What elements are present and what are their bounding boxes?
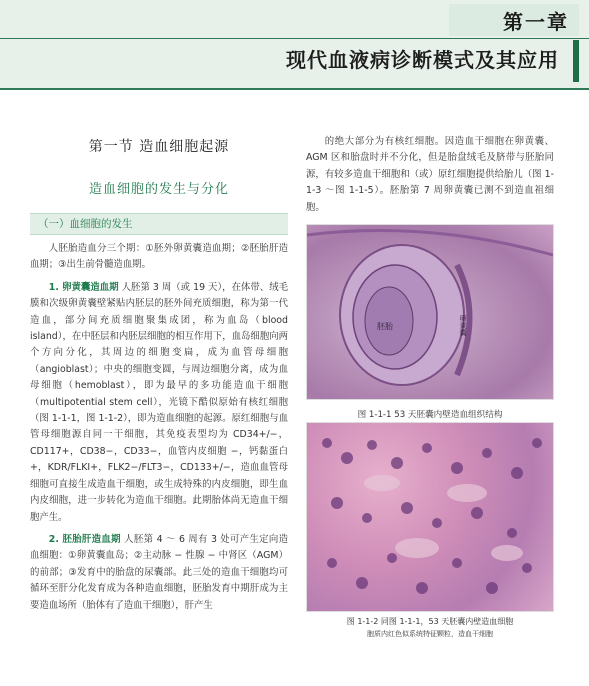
figure-1-1-2-image — [306, 422, 554, 612]
paragraph-3-body: 人胚第 4 ～ 6 周有 3 处可产生定向造血细胞：①卵黄囊血岛；②主动脉 − 性腺 − 中肾区（AGM）的前部；③发育中的胎盘的尿囊部。此三处的造血干细胞均可循环至肝分化发育成为各种造血细胞，胚胎发育中期肝成为主要造血场所（胎体有了造血干细胞），肝产生 — [30, 533, 288, 611]
paragraph-2-body: 人胚第 3 周（或 19 天），在体带、绒毛膜和次级卵黄囊壁紧贴内胚层的胚外间充质细胞，称为第一代造血，部分间充质细胞聚集成团，称为血岛（blood island），在中胚层和内胚层细胞的相互作用下，血岛细胞向两个方向分化，其周边的细胞变扁，成为血管母细胞（angioblast）；中央的细胞变圆，与周边细胞分离，成为血母细胞（hemoblast），即为最早的多功能造血干细胞（multipotential stem cell），光镜下酷似原始有核红细胞（图 1-1-1，图 1-1-2），即为造血细胞的起源。原红细胞与血管母细胞源自同一干细胞，其免疫表型均为 CD34+/−，CD117+，CD38−，CD33−，血管内皮细胞 −，钙黏蛋白 +，KDR/FLKI+，FLK2−/FLT3−，CD133+/−，造血血管母细胞可直接生成造血干细胞，或生成特殊的内皮细胞，即生血内皮细胞，进一步转化为造血干细胞。此期胎体尚无造血干细胞产生。 — [30, 281, 288, 523]
chapter-header — [0, 0, 589, 90]
paragraph-3-heading: 2. 胚胎肝造血期 — [48, 533, 121, 545]
right-column — [306, 134, 554, 639]
section-title: 第一节 造血细胞起源 — [88, 139, 230, 155]
paragraph-2 — [30, 280, 288, 526]
paragraph-right-1: 的绝大部分为有核红细胞。因造血干细胞在卵黄囊、AGM 区和胎盘时并不分化，但是胎盘绒毛及脐带与胚胎同源，有较多造血干细胞和（或）原红细胞提供给胎儿（图 1-1-3 ～图 1-1-5）。胚胎第 7 周卵黄囊已测不到造血祖细胞。 — [306, 136, 554, 213]
left-column — [30, 130, 288, 614]
label-embryo: 胚胎 — [377, 322, 393, 332]
header-rule-top — [0, 38, 589, 39]
paragraph-1: 人胚胎造血分三个期：①胚外卵黄囊造血期；②胚胎肝造血期；③出生前骨髓造血期。 — [30, 243, 288, 271]
figure-1-1-2-caption: 图 1-1-2 同图 1-1-1，53 天胚囊内壁造血细胞 — [346, 617, 514, 627]
chapter-label: 第一章 — [449, 4, 579, 36]
header-accent-bar — [573, 40, 579, 82]
histology-cells-illustration — [307, 423, 553, 611]
subsection-title: 造血细胞的发生与分化 — [88, 182, 229, 197]
paragraph-3 — [30, 532, 288, 614]
figure-1-1-2-subcaption: 胞质内红色似系统特征颗粒，造血干细胞 — [367, 630, 493, 639]
header-rule-bottom — [0, 88, 589, 90]
figure-1-1-1-caption: 图 1-1-1 53 天胚囊内壁造血组织结构 — [357, 410, 503, 421]
figure-1-1-1-image — [306, 224, 554, 400]
paragraph-2-heading: 1. 卵黄囊造血期 — [48, 281, 119, 293]
chapter-title: 现代血液病诊断模式及其应用 — [286, 48, 559, 72]
label-yolk-sac: 卵黄囊 — [459, 315, 467, 337]
histology-embryo-illustration — [307, 225, 553, 399]
topic-tag: （一）血细胞的发生 — [30, 213, 288, 235]
